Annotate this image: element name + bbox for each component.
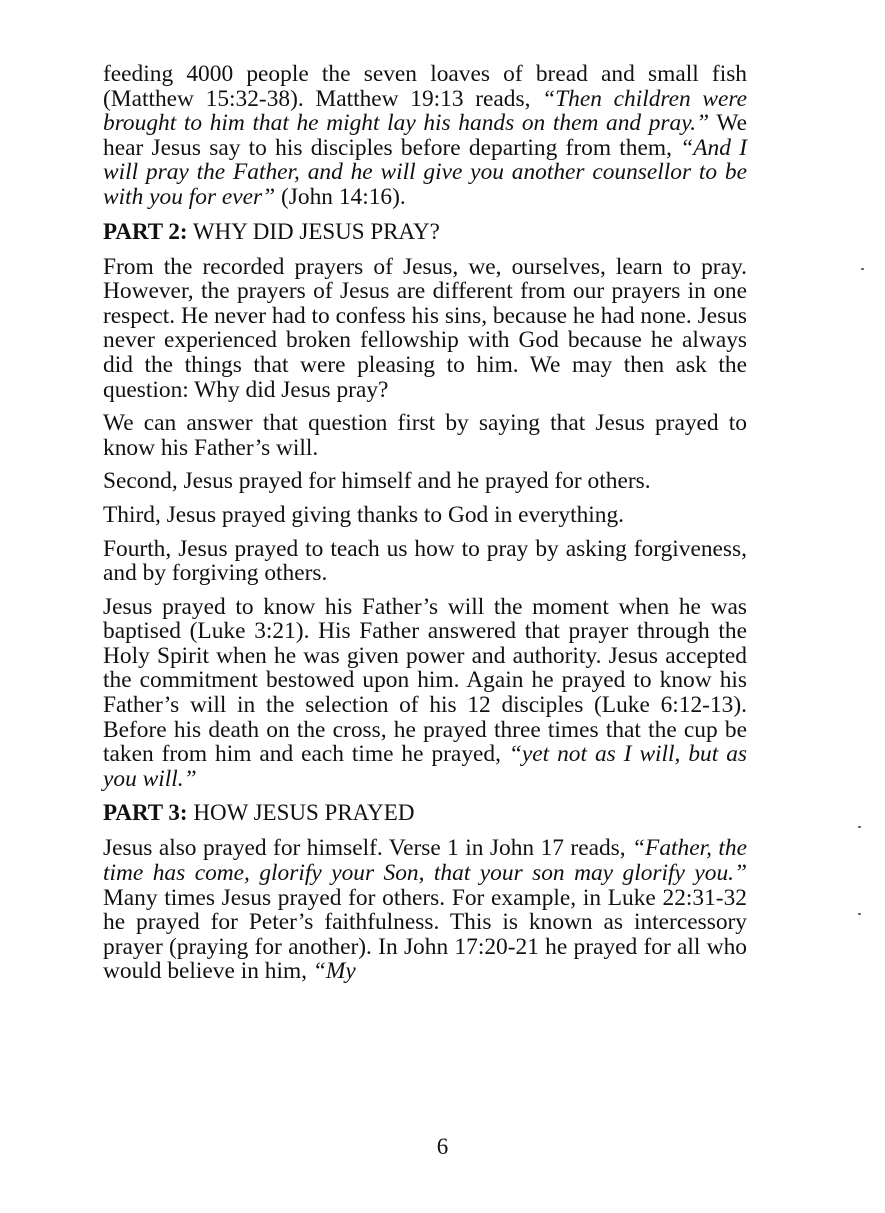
quote-john-17-1: “Father, the time has come, glorify your Son, that your son may glorify you.”	[103, 835, 747, 887]
paragraph-text: (John 14:16).	[275, 183, 406, 210]
paragraph-recorded-prayers: From the recorded prayers of Jesus, we, ourselves, learn to pray. However, the prayers of Jesus are different from our prayers in one respect. He never had to confess his sins, because he had none. Jesus never experienced broken fellowship with God because he always did the things that were pleasing to him. We may then ask the question: Why did Jesus pray?	[103, 253, 747, 403]
paragraph-fourth-reason: Fourth, Jesus prayed to teach us how to pray by asking forgiveness, and by forgiving others.	[103, 535, 747, 587]
section-title: HOW JESUS PRAYED	[187, 800, 415, 826]
paragraph-text: We hear Jesus say to his disciples before departing from them,	[103, 110, 747, 161]
section-label: PART 2:	[103, 218, 188, 244]
section-title: WHY DID JESUS PRAY?	[187, 218, 440, 244]
section-heading-part-2	[103, 219, 747, 245]
quote-yet-not-as-i-will: “yet not as I will, but as you will.”	[103, 741, 747, 792]
section-heading-part-3	[103, 800, 747, 826]
paragraph-text: Jesus prayed to know his Father’s will the moment when he was baptised (Luke 3:21). His Father answered that prayer through the Holy Spirit when he was given power and authority. Jesus accepted the commitment bestowed upon him. Again he prayed to know his Father’s will in the selection of his 12 disciples (Luke 6:12-13). Before his death on the cross, he prayed three times that the cup be taken from him and each time he prayed,	[103, 593, 747, 768]
quote-my: “My	[312, 958, 356, 985]
paragraph-second-reason: Second, Jesus prayed for himself and he prayed for others.	[103, 468, 651, 495]
paragraph-text: Many times Jesus prayed for others. For example, in Luke 22:31-32 he prayed for Peter’s faithfulness. This is known as intercessory prayer (praying for another). In John 17:20-21 he prayed for all who would believe in him,	[103, 884, 747, 985]
paragraph-text: feeding 4000 people the seven loaves of bread and small fish (Matthew 15:32-38). Matthew 19:13 reads,	[103, 61, 747, 112]
page-number: 6	[436, 1134, 449, 1159]
paragraph-first-reason: We can answer that question first by saying that Jesus prayed to know his Father’s will.	[103, 410, 747, 461]
paragraph-feeding	[103, 62, 747, 210]
paragraph-text: Jesus also prayed for himself. Verse 1 in John 17 reads,	[103, 835, 633, 862]
paragraph-fathers-will	[103, 595, 747, 792]
paragraph-prayed-for-himself	[103, 836, 747, 984]
section-label: PART 3:	[103, 800, 188, 826]
quote-matthew-19-13: “Then children were brought to him that he might lay his hands on them and pray.”	[103, 85, 747, 137]
quote-john-14-16: “And I will pray the Father, and he will give you another counsellor to be with you for ever”	[103, 134, 747, 210]
scan-speck	[861, 268, 864, 270]
paragraph-third-reason: Third, Jesus prayed giving thanks to God in everything.	[103, 501, 625, 528]
scan-speck	[858, 913, 861, 915]
scan-speck	[858, 826, 861, 828]
page-body	[103, 62, 747, 993]
